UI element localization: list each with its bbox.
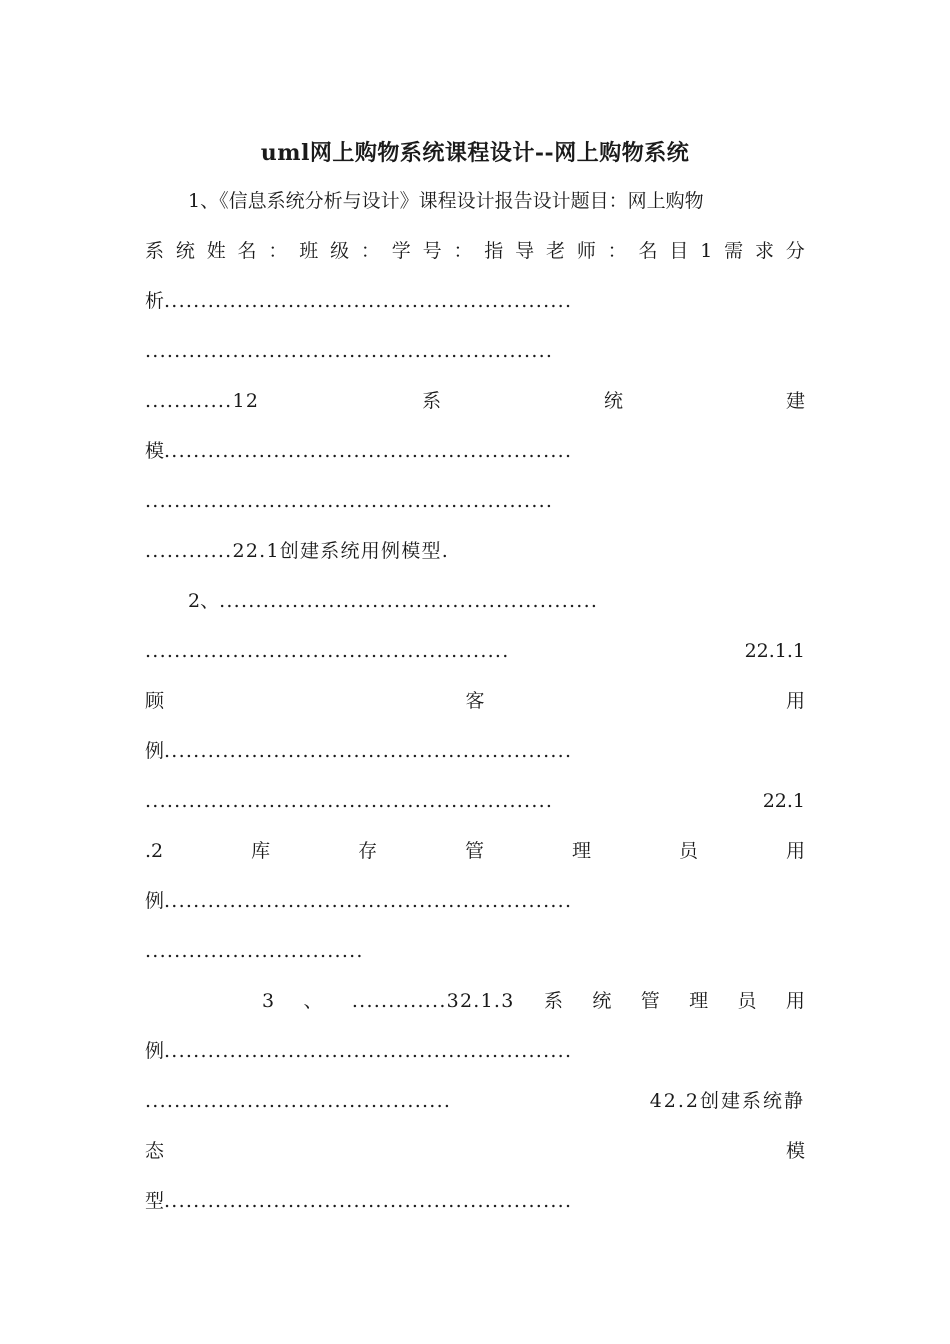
toc-line-5: ............12 系 统 建 <box>145 390 805 412</box>
toc-line-11: 顾 客 用 <box>145 690 805 712</box>
toc-line-21: 型 ........................................................ <box>145 1190 573 1212</box>
document-title: uml网上购物系统课程设计--网上购物系统 <box>260 140 690 166</box>
toc-line-14: .2 库 存 管 理 员 用 <box>145 840 805 862</box>
toc-line-8: ............22.1创建系统用例模型. <box>145 540 450 562</box>
toc-line-10: .................................................. 22.1.1 <box>145 640 805 662</box>
toc-line-6: 模 ........................................................ <box>145 440 573 462</box>
toc-line-17: 3 、 .............32.1.3 系 统 管 理 员 用 <box>262 990 805 1012</box>
toc-line-3: 析 ........................................................ <box>145 290 573 312</box>
toc-line-4: ........................................................ <box>145 340 554 362</box>
toc-line-1: 1、《信息系统分析与设计》课程设计报告设计题目：网上购物 <box>188 190 704 212</box>
toc-line-13: ........................................................ 22.1 <box>145 790 805 812</box>
toc-line-2: 系 统 姓 名 ： 班 级 ： 学 号 ： 指 导 老 师 ： 名 目 1 需 求 分 <box>145 240 805 262</box>
toc-line-19: .......................................... 42.2创建系统静 <box>145 1090 805 1112</box>
toc-line-16: .............................. <box>145 940 364 962</box>
toc-line-9: 2、 .................................................... <box>188 590 599 612</box>
toc-line-20: 态 模 <box>145 1140 805 1162</box>
toc-line-12: 例 ........................................................ <box>145 740 573 762</box>
toc-line-15: 例 ........................................................ <box>145 890 573 912</box>
toc-line-7: ........................................................ <box>145 490 554 512</box>
toc-line-18: 例 ........................................................ <box>145 1040 573 1062</box>
